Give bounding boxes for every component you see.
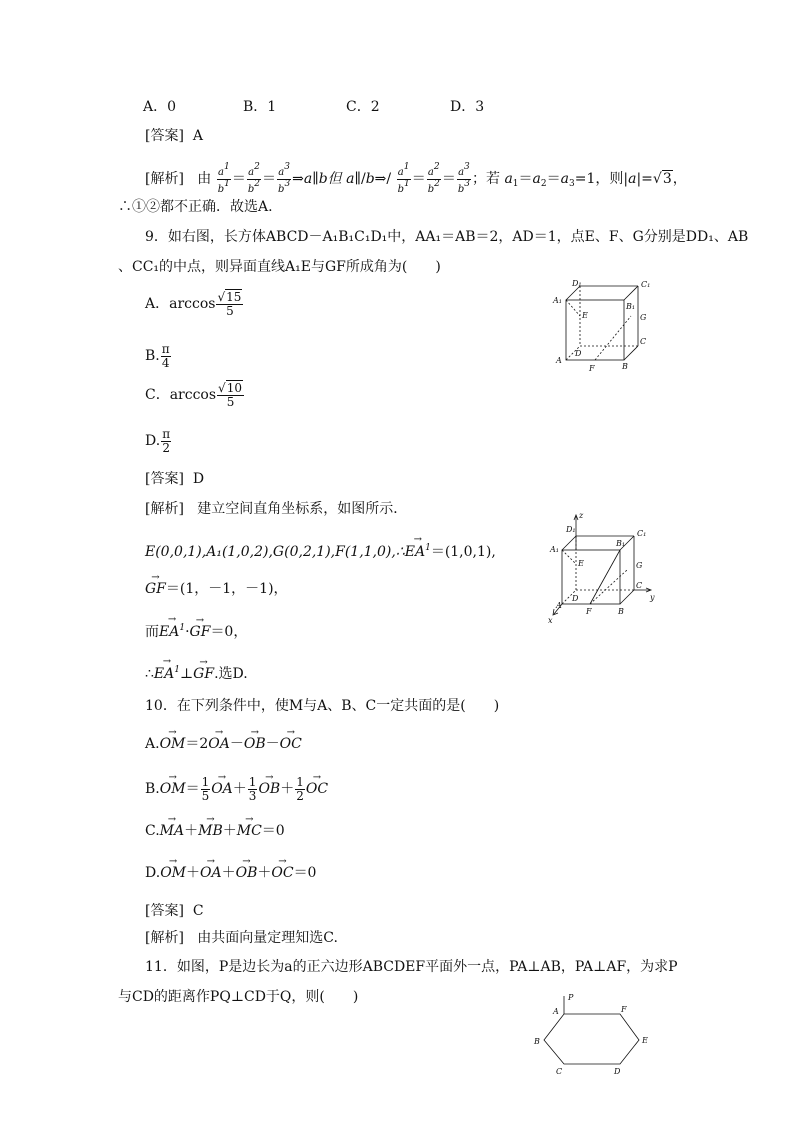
- q8-answer: [答案] A: [145, 128, 203, 144]
- label-b: B: [534, 1037, 540, 1046]
- q10-analysis: [解析] 由共面向量定理知选C.: [145, 930, 338, 946]
- q9-option-c: C．arccos $\frac{√10}{5}$: [145, 381, 242, 409]
- q8-option-c: C．2: [346, 99, 380, 115]
- q8-conclusion: ∴①②都不正确．故选A.: [118, 199, 273, 215]
- label-z: z: [579, 511, 584, 520]
- label-p: P: [568, 993, 574, 1002]
- q8-option-d: D．3: [450, 99, 485, 115]
- q11-stem-line1: 11．如图，P是边长为a的正六边形ABCDEF平面外一点，PA⊥AB，PA⊥AF，为求P: [145, 959, 678, 975]
- q10-option-a: A.→ OM＝2→ OA－→ OB－→ OC: [145, 737, 302, 751]
- q10-option-b: B.→ OM＝ $\frac{1}{5}$ → OA＋ $\frac{1}{3}$ → OB＋ $\frac{1}{2}$ → OC: [145, 776, 328, 802]
- label-b1: B₁: [626, 302, 636, 311]
- label-a: A: [553, 1007, 559, 1016]
- q9-coords: E(0,0,1),A₁(1,0,2),G(0,2,1),F(1,1,0),∴→ $EA^1=(1,0,1)$,: [145, 544, 496, 559]
- q10-stem: 10．在下列条件中，使M与A、B、C一定共面的是( ): [145, 698, 500, 714]
- label-a: A: [556, 356, 562, 365]
- q9-stem-line2: 、CC₁的中点，则异面直线A₁E与GF所成角为( ): [118, 259, 441, 275]
- label-f: F: [621, 1005, 627, 1014]
- label-c1: C₁: [641, 280, 651, 289]
- q9-gf: → GF＝(1，－1，－1)，: [145, 582, 288, 596]
- label-e: E: [578, 559, 584, 568]
- cuboid-axes-figure: [546, 508, 686, 626]
- label-g: G: [640, 313, 647, 322]
- label-d: D: [614, 1067, 621, 1076]
- q11-stem-line2: 与CD的距离作PQ⊥CD于Q，则( ): [118, 989, 359, 1005]
- q8-option-b: B．1: [243, 99, 277, 115]
- label-e: E: [582, 311, 588, 320]
- label-a1: A₁: [553, 296, 562, 305]
- label-d: D: [575, 349, 582, 358]
- label-c: C: [556, 1067, 563, 1076]
- q9-perp: ∴→ $EA^1\perp\to$ GF.选D.: [145, 666, 248, 681]
- q10-option-c: C.→ MA＋→ MB＋→ MC＝0: [145, 824, 285, 838]
- label-b: B: [622, 362, 628, 371]
- label-c: C: [640, 337, 647, 346]
- label-a1: A₁: [550, 545, 559, 554]
- q9-option-b: B. $\frac{\pi}{4}$: [145, 342, 170, 370]
- label-d1: D₁: [566, 525, 576, 534]
- q8-analysis: [解析] 由 $\frac{a^1}{b^1}$ ＝ $\frac{a^2}{b^2}$ ＝ $\frac{a^3}{b^3}$ ⇒a∥b但 a∥/b⇒/ $\frac{a^1}{b^1}$ ＝ $\frac{a^2}{b^2}$ ＝ $\frac{a^3}{b^3}$ ；若 $a_1=a_2=a_3=1$，则|a|=√3，: [145, 162, 687, 195]
- label-e: E: [642, 1036, 648, 1045]
- label-c: C: [636, 581, 643, 590]
- label-b: B: [618, 607, 624, 616]
- label-f: F: [586, 607, 592, 616]
- label-b1: B₁: [616, 539, 626, 548]
- q10-answer: [答案] C: [145, 903, 204, 919]
- label-d: D: [572, 594, 579, 603]
- hexagon-figure: [526, 990, 666, 1076]
- q9-option-a: A．arccos $\frac{√15}{5}$: [145, 290, 242, 318]
- q9-option-d: D. $\frac{\pi}{2}$: [145, 427, 171, 455]
- q9-analysis: [解析] 建立空间直角坐标系，如图所示．: [145, 501, 408, 517]
- q9-dot: 而→ $EA^1\cdot\to GF=0$，: [145, 624, 247, 639]
- label-f: F: [589, 364, 595, 373]
- label-d1: D₁: [572, 279, 582, 288]
- q9-answer: [答案] D: [145, 471, 205, 487]
- q10-option-d: D.→ OM＋→ OA＋→ OB＋→ OC＝0: [145, 866, 316, 880]
- label-c1: C₁: [637, 529, 647, 538]
- q8-option-a: A．0: [143, 99, 177, 115]
- cuboid-figure: [548, 278, 678, 376]
- label-a: A: [556, 601, 562, 610]
- label-y: y: [650, 593, 655, 602]
- q9-stem-line1: 9．如右图，长方体ABCD－A₁B₁C₁D₁中，AA₁＝AB＝2，AD＝1，点E、F、G分别是DD₁、AB: [145, 229, 749, 245]
- label-g: G: [636, 561, 643, 570]
- label-x: x: [548, 616, 553, 625]
